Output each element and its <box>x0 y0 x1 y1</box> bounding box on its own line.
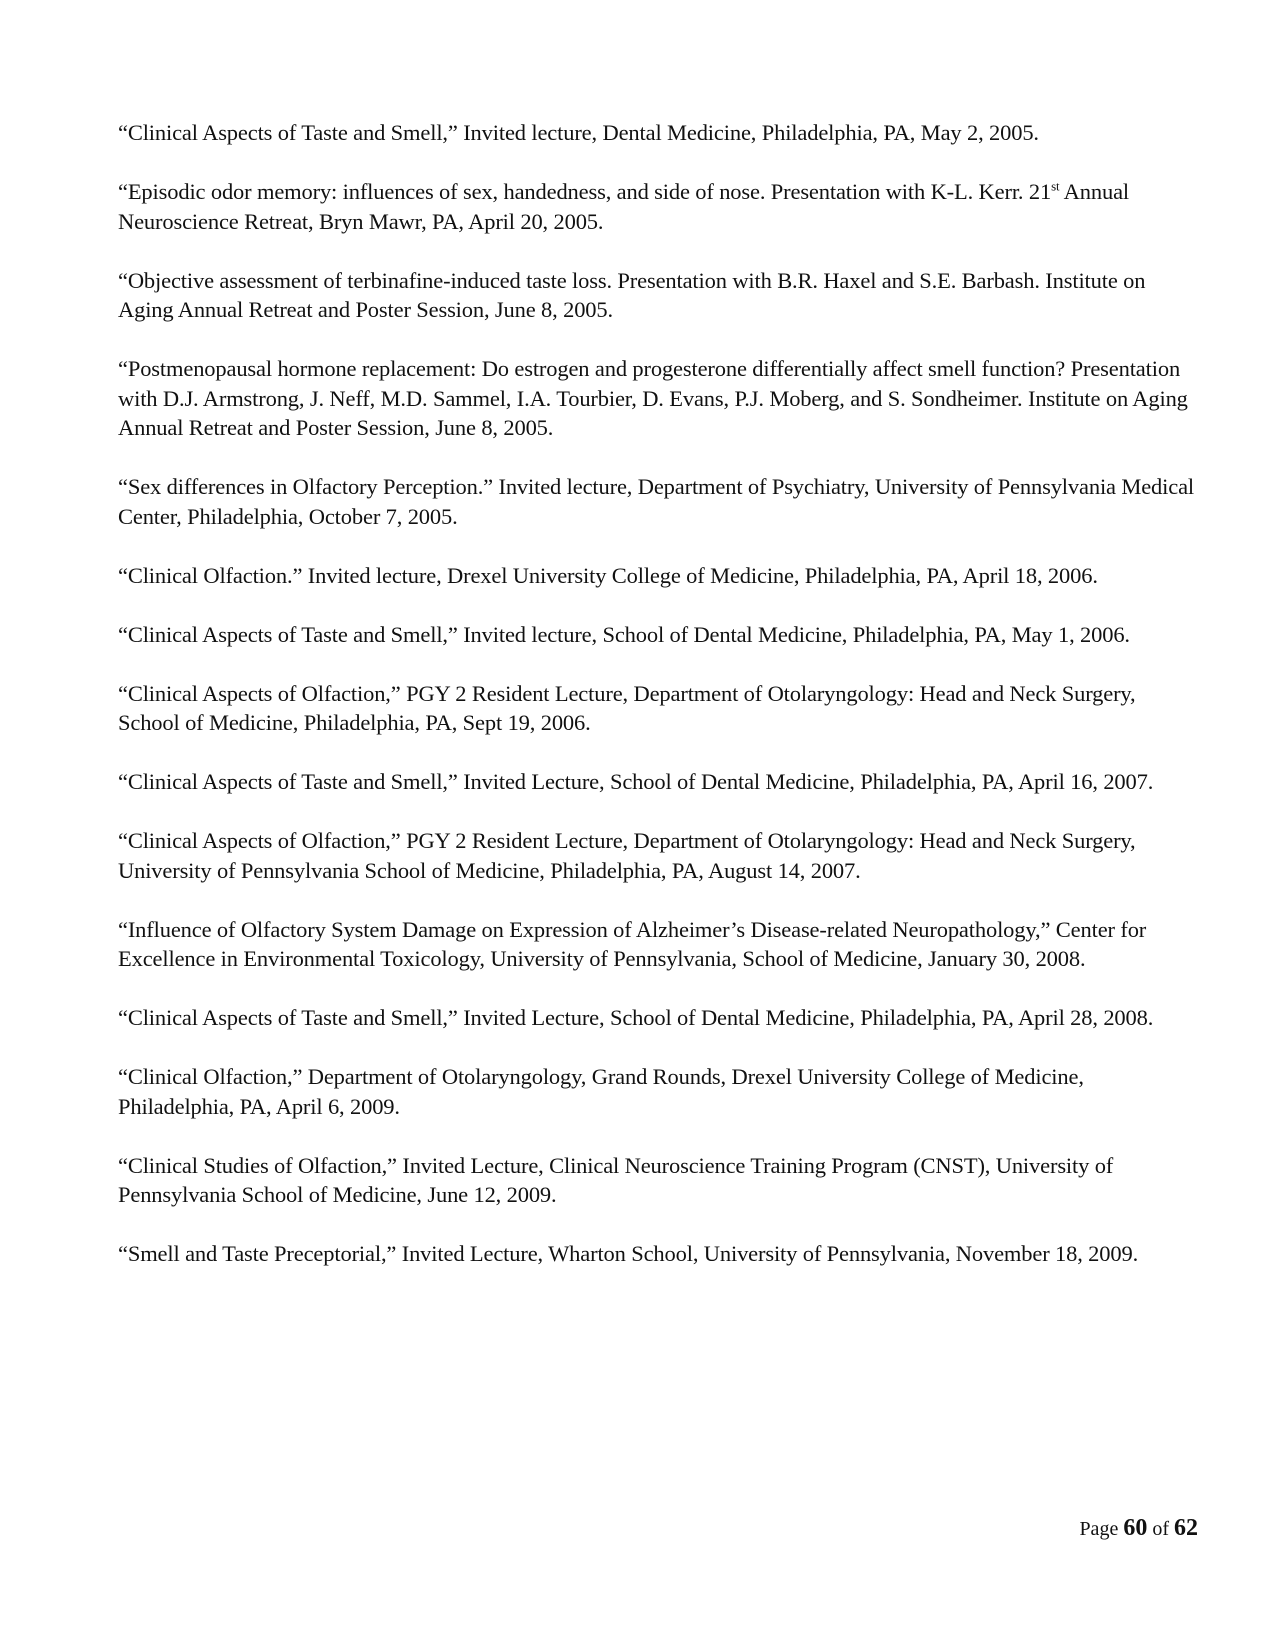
list-item: “Clinical Aspects of Taste and Smell,” Invited Lecture, School of Dental Medicine, Philadelphia, PA, April 16, 2007. <box>118 769 1154 794</box>
list-item: “Clinical Aspects of Taste and Smell,” Invited lecture, School of Dental Medicine, Philadelphia, PA, May 1, 2006. <box>118 621 1130 647</box>
list-item <box>118 177 1198 236</box>
page-footer <box>1079 1515 1198 1542</box>
list-item: “Smell and Taste Preceptorial,” Invited Lecture, Wharton School, University of Pennsylvania, November 18, 2009. <box>118 1241 1139 1266</box>
ordinal-suffix: st <box>1051 178 1060 194</box>
page-total: 62 <box>1174 1515 1198 1541</box>
page-of-label: of <box>1152 1518 1169 1540</box>
list-item: “Influence of Olfactory System Damage on Expression of Alzheimer’s Disease-related Neuropathology,” Center for Excellence in Environmental Toxicology, University of Pennsylvania, School of Medicine, January 30, 2008. <box>118 916 1147 971</box>
page-number: 60 <box>1123 1515 1148 1541</box>
list-item: “Clinical Studies of Olfaction,” Invited Lecture, Clinical Neuroscience Training Program (CNST), University of Pennsylvania School of Medicine, June 12, 2009. <box>118 1152 1114 1207</box>
list-item: “Clinical Aspects of Olfaction,” PGY 2 Resident Lecture, Department of Otolaryngology: Head and Neck Surgery, School of Medicine, Philadelphia, PA, Sept 19, 2006. <box>118 680 1136 735</box>
entry-text: Annual Neuroscience Retreat, Bryn Mawr, PA, April 20, 2005. <box>118 179 1130 234</box>
list-item: “Clinical Aspects of Taste and Smell,” Invited Lecture, School of Dental Medicine, Philadelphia, PA, April 28, 2008. <box>118 1005 1154 1030</box>
presentation-list <box>118 118 1198 1298</box>
list-item: “Clinical Aspects of Taste and Smell,” Invited lecture, Dental Medicine, Philadelphia, PA, May 2, 2005. <box>118 120 1039 145</box>
list-item: “Postmenopausal hormone replacement: Do estrogen and progesterone differentially affect smell function? Presentation with D.J. Armstrong, J. Neff, M.D. Sammel, I.A. Tourbier, D. Evans, P.J. Moberg, and S. Sondheimer. Institute on Aging Annual Retreat and Poster Session, June 8, 2005. <box>118 356 1188 440</box>
list-item: “Clinical Olfaction,” Department of Otolaryngology, Grand Rounds, Drexel University College of Medicine, Philadelphia, PA, April 6, 2009. <box>118 1064 1084 1119</box>
list-item: “Sex differences in Olfactory Perception.” Invited lecture, Department of Psychiatry, University of Pennsylvania Medical Center, Philadelphia, October 7, 2005. <box>118 474 1195 529</box>
entry-text: “Episodic odor memory: influences of sex, handedness, and side of nose. Presentation with K-L. Kerr. 21 <box>118 179 1052 204</box>
list-item: “Objective assessment of terbinafine-induced taste loss. Presentation with B.R. Haxel and S.E. Barbash. Institute on Aging Annual Retreat and Poster Session, June 8, 2005. <box>118 267 1146 322</box>
list-item: “Clinical Olfaction.” Invited lecture, Drexel University College of Medicine, Philadelphia, PA, April 18, 2006. <box>118 562 1098 588</box>
list-item: “Clinical Aspects of Olfaction,” PGY 2 Resident Lecture, Department of Otolaryngology: Head and Neck Surgery, University of Pennsylvania School of Medicine, Philadelphia, PA, August 14, 2007. <box>118 828 1136 883</box>
page-label: Page <box>1079 1518 1119 1540</box>
